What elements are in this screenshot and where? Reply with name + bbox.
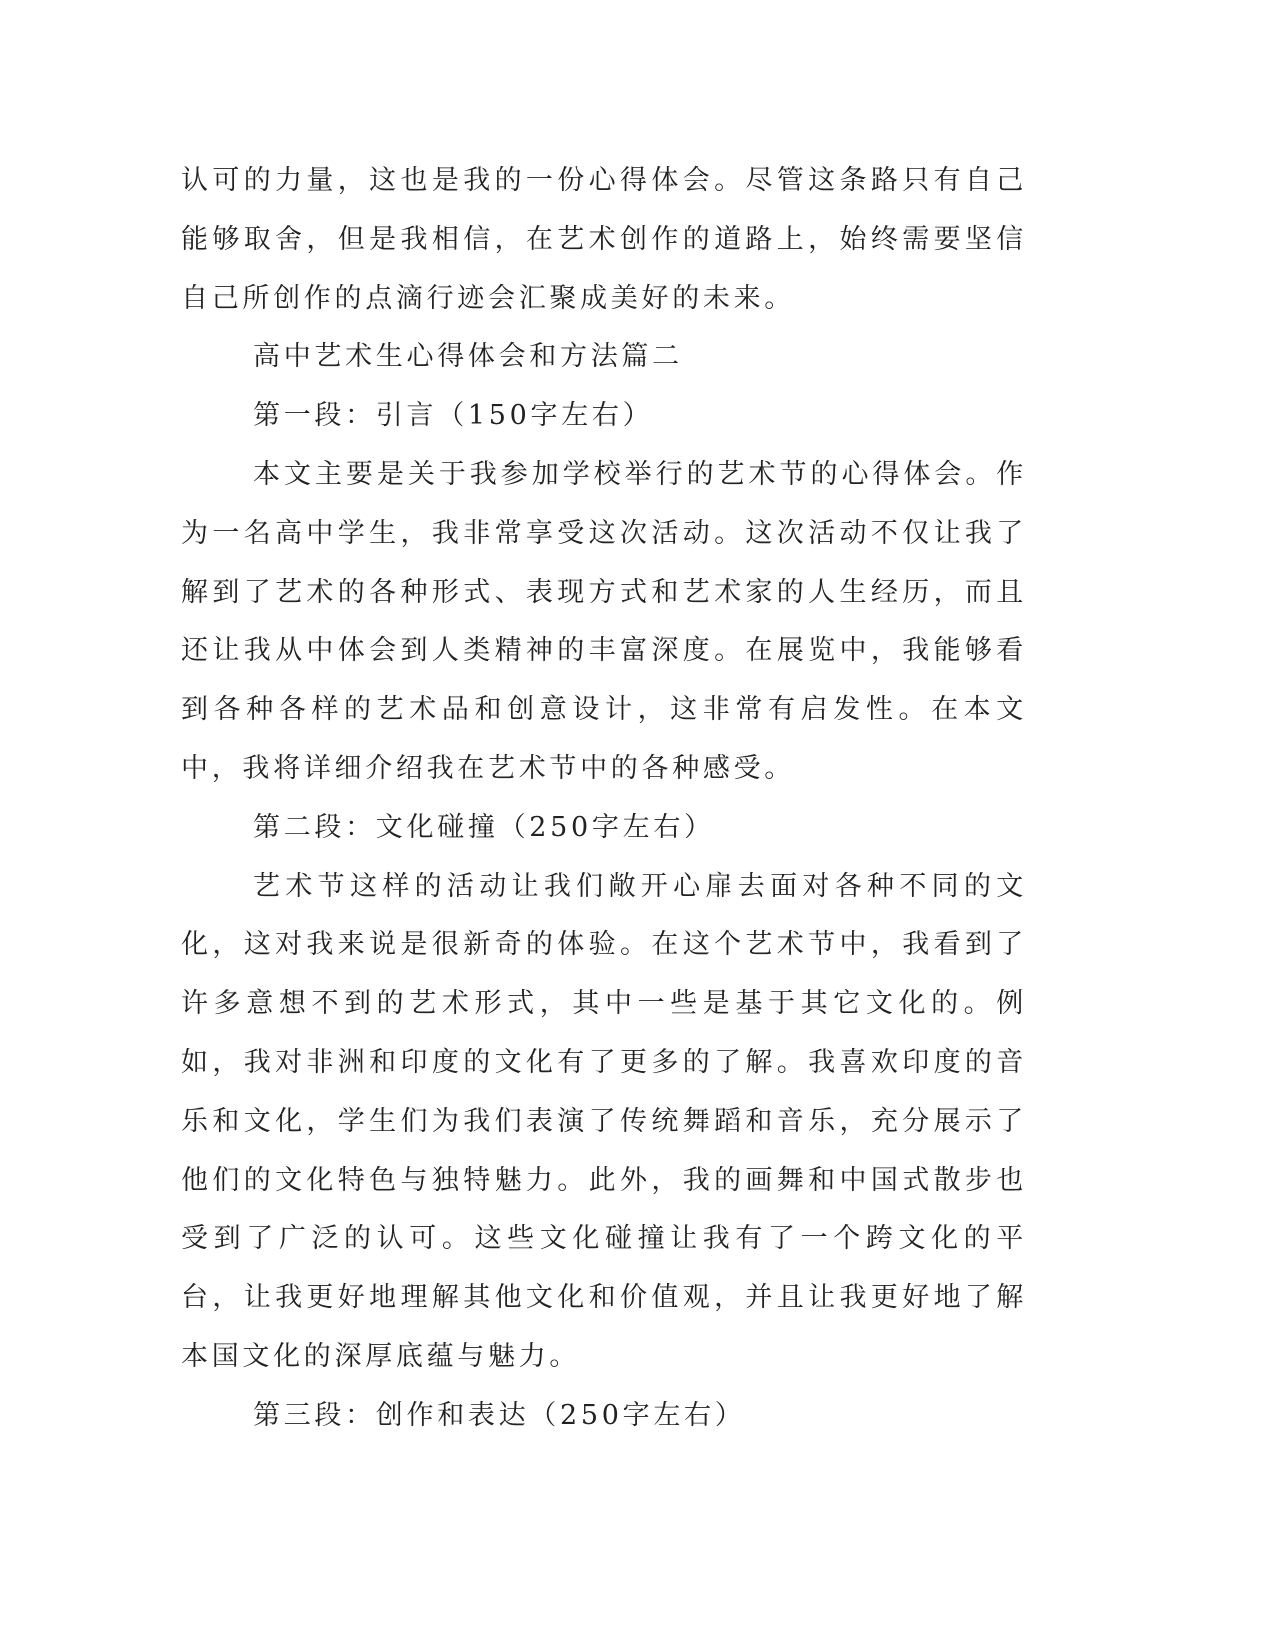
document-body bbox=[181, 152, 1027, 1446]
article-title: 高中艺术生心得体会和方法篇二 bbox=[253, 341, 683, 373]
section-heading-2: 第二段：文化碰撞（250字左右） bbox=[253, 811, 715, 843]
section-heading-3: 第三段：创作和表达（250字左右） bbox=[253, 1399, 746, 1431]
paragraph-introduction: 本文主要是关于我参加学校举行的艺术节的心得体会。作为一名高中学生，我非常享受这次活动。这次活动不仅让我了解到了艺术的各种形式、表现方式和艺术家的人生经历，而且还让我从中体会到人类精神的丰富深度。在展览中，我能够看到各种各样的艺术品和创意设计，这非常有启发性。在本文中，我将详细介绍我在艺术节中的各种感受。 bbox=[181, 458, 1027, 784]
paragraph-continued: 认可的力量，这也是我的一份心得体会。尽管这条路只有自己能够取舍，但是我相信，在艺术创作的道路上，始终需要坚信自己所创作的点滴行迹会汇聚成美好的未来。 bbox=[181, 165, 1027, 314]
paragraph-culture: 艺术节这样的活动让我们敞开心扉去面对各种不同的文化，这对我来说是很新奇的体验。在这个艺术节中，我看到了许多意想不到的艺术形式，其中一些是基于其它文化的。例如，我对非洲和印度的文化有了更多的了解。我喜欢印度的音乐和文化，学生们为我们表演了传统舞蹈和音乐，充分展示了他们的文化特色与独特魅力。此外，我的画舞和中国式散步也受到了广泛的认可。这些文化碰撞让我有了一个跨文化的平台，让我更好地理解其他文化和价值观，并且让我更好地了解本国文化的深厚底蕴与魅力。 bbox=[181, 870, 1027, 1372]
section-heading-1: 第一段：引言（150字左右） bbox=[253, 400, 654, 432]
